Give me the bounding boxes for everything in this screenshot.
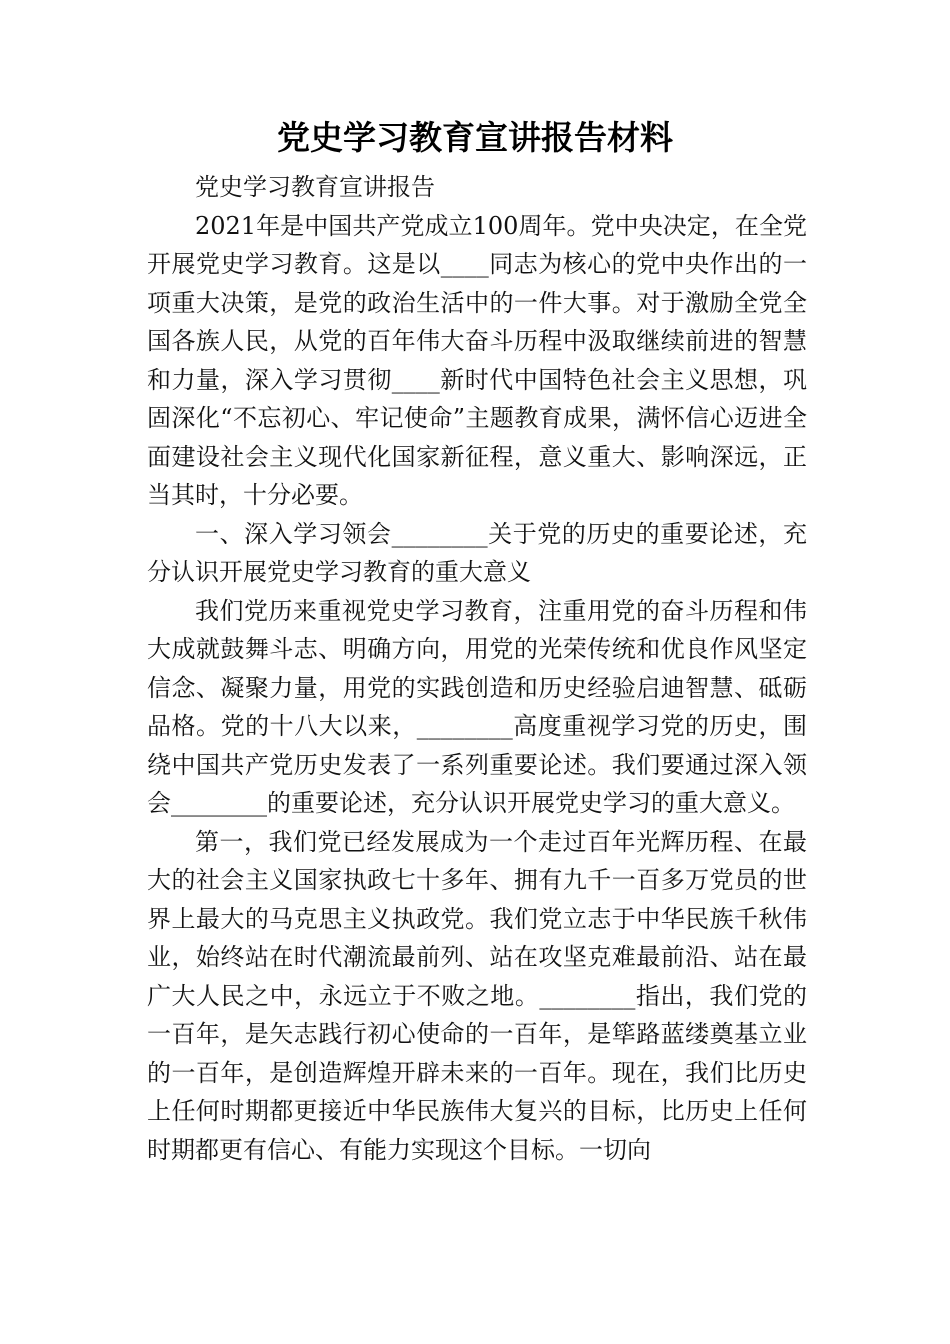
paragraph-history-emphasis: 我们党历来重视党史学习教育，注重用党的奋斗历程和伟大成就鼓舞斗志、明确方向，用党的光荣传统和优良作风坚定信念、凝聚力量，用党的实践创造和历史经验启迪智慧、砥砺品格。党的十八大以来，________高度重视学习党的历史，围绕中国共产党历史发表了一系列重要论述。我们要通过深入领会________的重要论述，充分认识开展党史学习的重大意义。 xyxy=(147,596,807,817)
document-body xyxy=(147,168,807,1169)
paragraph-subtitle: 党史学习教育宣讲报告 xyxy=(195,173,435,201)
document-title: 党史学习教育宣讲报告材料 xyxy=(277,118,673,157)
paragraph-intro: 2021年是中国共产党成立100周年。党中央决定，在全党开展党史学习教育。这是以____同志为核心的党中央作出的一项重大决策，是党的政治生活中的一件大事。对于激励全党全国各族人民，从党的百年伟大奋斗历程中汲取继续前进的智慧和力量，深入学习贯彻____新时代中国特色社会主义思想，巩固深化“不忘初心、牢记使命”主题教育成果，满怀信心迈进全面建设社会主义现代化国家新征程，意义重大、影响深远，正当其时，十分必要。 xyxy=(147,211,807,509)
paragraph-first-point: 第一，我们党已经发展成为一个走过百年光辉历程、在最大的社会主义国家执政七十多年、拥有九千一百多万党员的世界上最大的马克思主义执政党。我们党立志于中华民族千秋伟业，始终站在时代潮流最前列、站在攻坚克难最前沿、站在最广大人民之中，永远立于不败之地。________指出，我们党的一百年，是矢志践行初心使命的一百年，是筚路蓝缕奠基立业的一百年，是创造辉煌开辟未来的一百年。现在，我们比历史上任何时期都更接近中华民族伟大复兴的目标，比历史上任何时期都更有信心、有能力实现这个目标。一切向 xyxy=(147,827,807,1164)
section-heading-one: 一、深入学习领会________关于党的历史的重要论述，充分认识开展党史学习教育的重大意义 xyxy=(147,519,807,586)
